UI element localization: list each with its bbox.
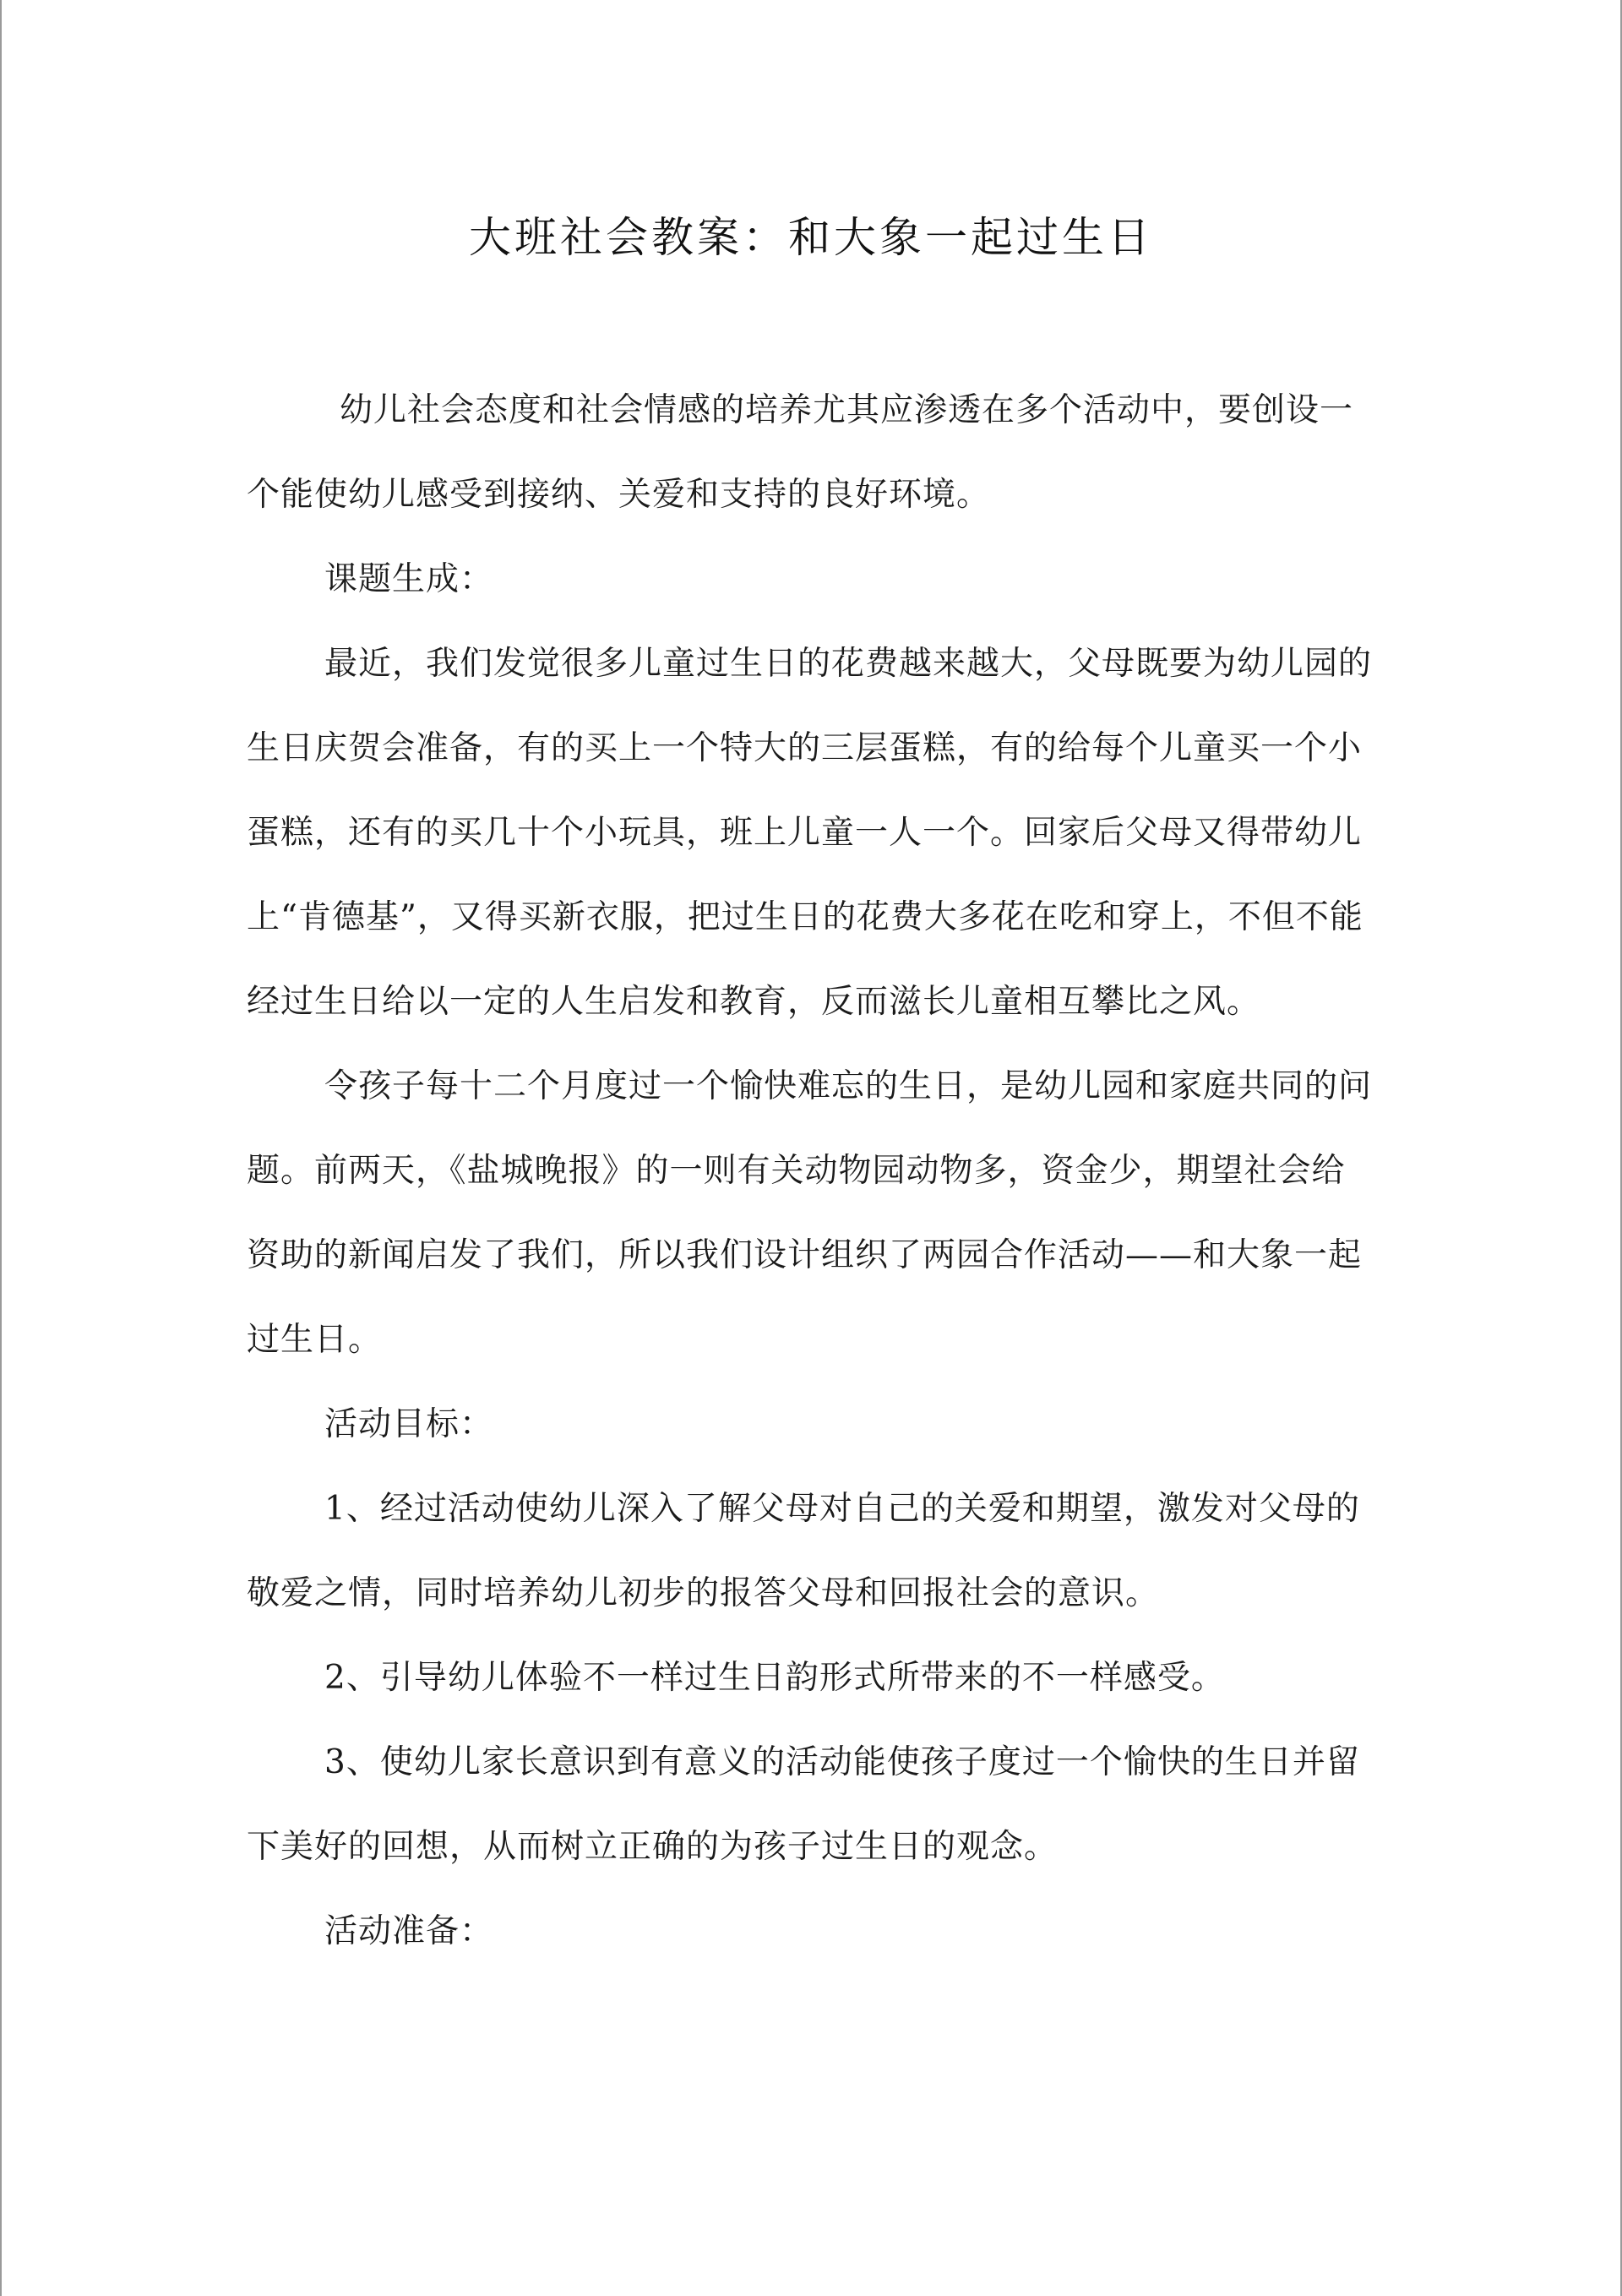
section-heading-topic: 课题生成： (324, 560, 494, 598)
goal-item-1: 1、经过活动使幼儿深入了解父母对自己的关爱和期望，激发对父母的敬爱之情，同时培养幼儿初步的报答父母和回报社会的意识。 (247, 1490, 1360, 1612)
section-heading-prep: 活动准备： (324, 1912, 494, 1950)
goal-item-3: 3、使幼儿家长意识到有意义的活动能使孩子度过一个愉快的生日并留下美好的回想，从而树立正确的为孩子过生日的观念。 (247, 1743, 1360, 1866)
goal-item-2: 2、引导幼儿体验不一样过生日韵形式所带来的不一样感受。 (324, 1659, 1225, 1697)
section-heading-goals: 活动目标： (324, 1405, 494, 1443)
intro-paragraph: 幼儿社会态度和社会情感的培养尤其应渗透在多个活动中，要创设一个能使幼儿感受到接纳、关爱和支持的良好环境。 (247, 391, 1354, 514)
topic-paragraph-2: 令孩子每十二个月度过一个愉快难忘的生日，是幼儿园和家庭共同的问题。前两天，《盐城晚报》的一则有关动物园动物多，资金少，期望社会给资助的新闻启发了我们，所以我们设计组织了两园合作活动——和大象一起过生日。 (247, 1067, 1373, 1359)
document-title: 大班社会教案：和大象一起过生日 (469, 213, 1153, 262)
page-left-border (0, 0, 2, 2296)
document-body (247, 368, 1379, 1974)
topic-paragraph-1: 最近，我们发觉很多儿童过生日的花费越来越大，父母既要为幼儿园的生日庆贺会准备，有的买上一个特大的三层蛋糕，有的给每个儿童买一个小蛋糕，还有的买几十个小玩具，班上儿童一人一个。回家后父母又得带幼儿上“肯德基”，又得买新衣服，把过生日的花费大多花在吃和穿上，不但不能经过生日给以一定的人生启发和教育，反而滋长儿童相互攀比之风。 (247, 645, 1373, 1021)
